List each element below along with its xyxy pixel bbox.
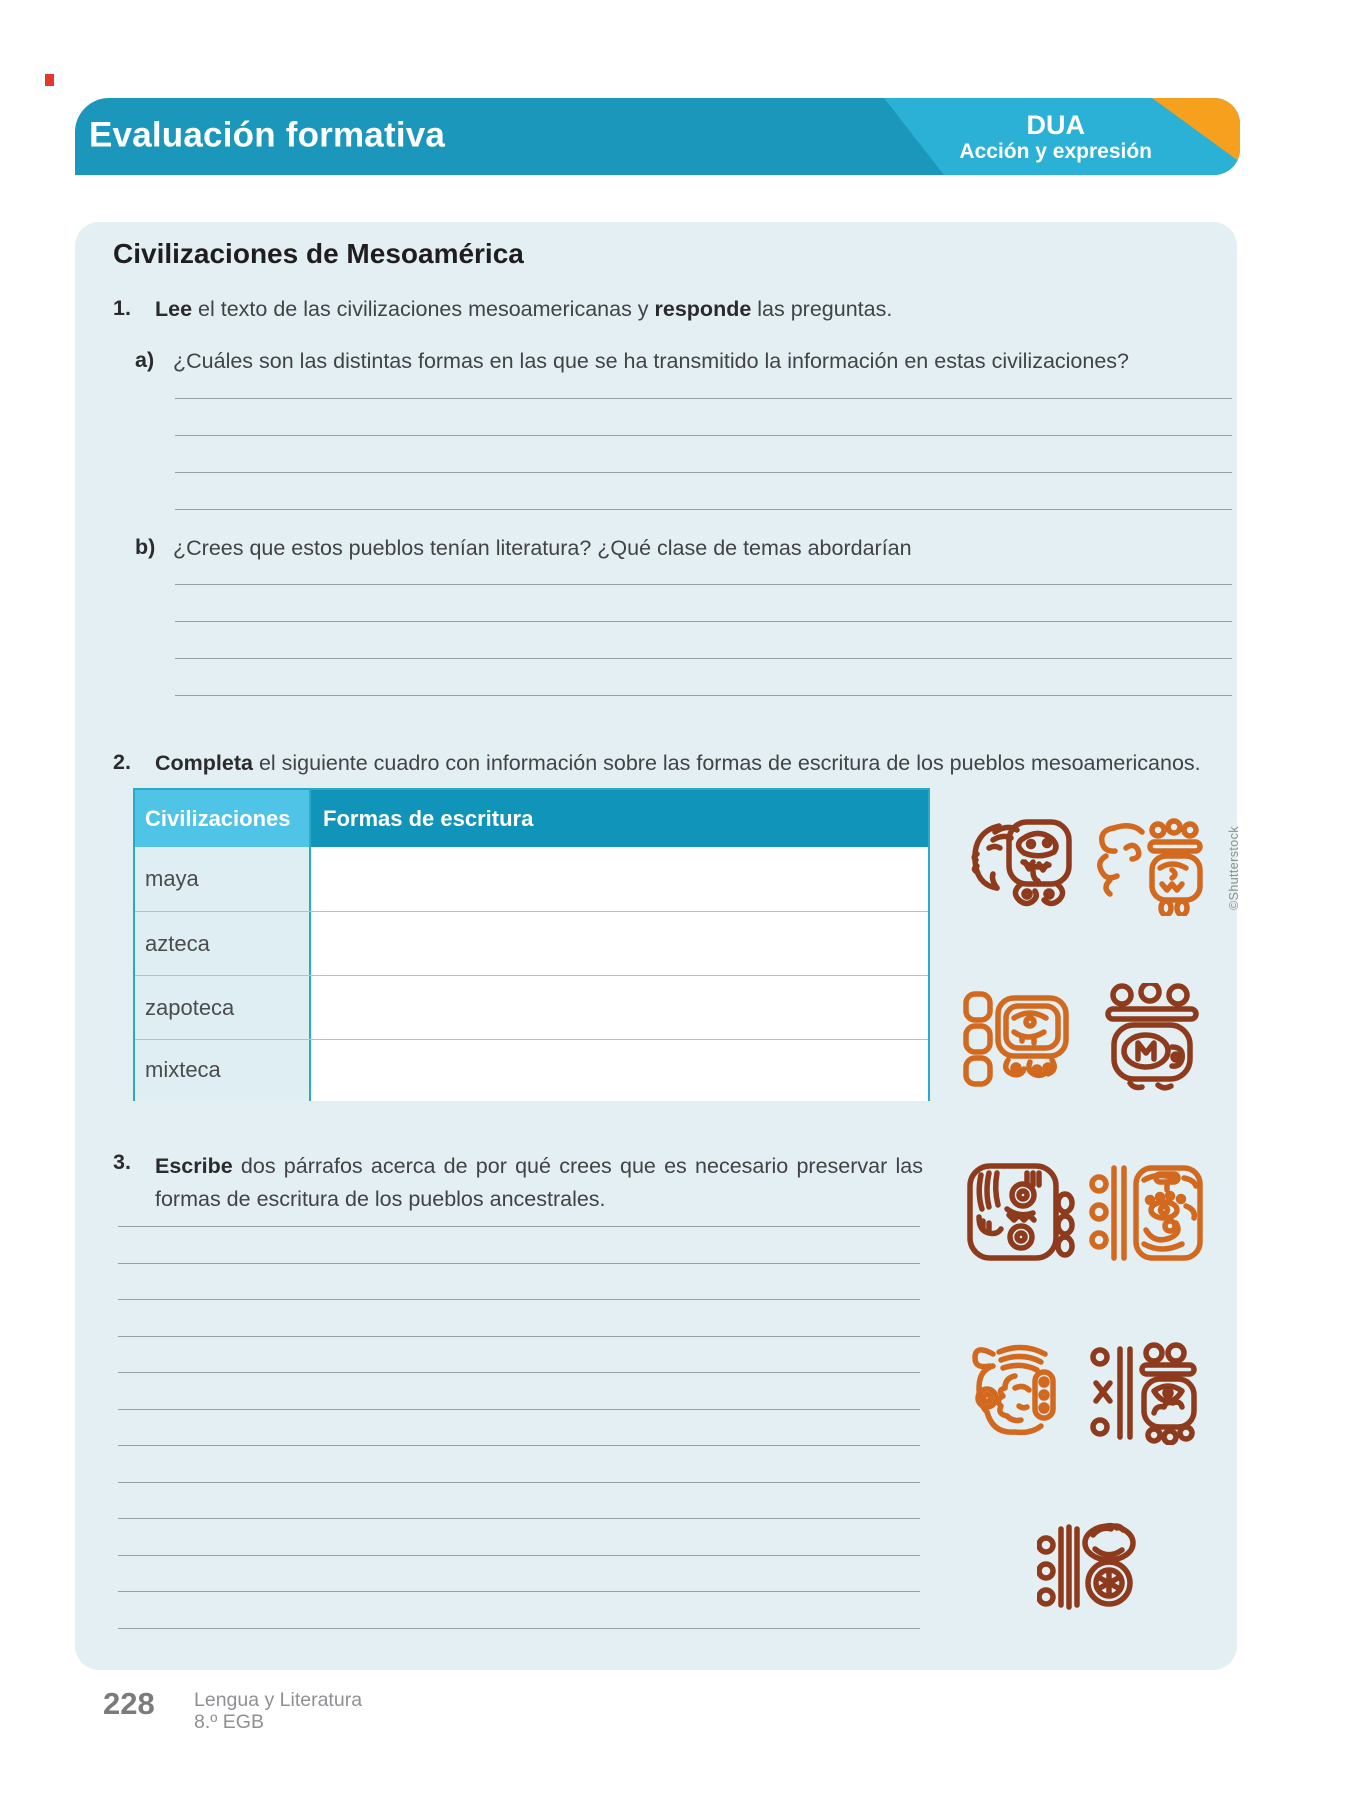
item2-verb: Completa: [155, 751, 253, 775]
page-number: 228: [103, 1686, 155, 1721]
row-label-mixteca: mixteca: [135, 1040, 311, 1101]
item3-instruction: Escribe dos párrafos acerca de por qué crees que es necesario preservar las formas de escritura de los pueblos ancestrales.: [155, 1154, 923, 1211]
table-row: [135, 1039, 928, 1101]
table-input-cell[interactable]: [311, 1040, 928, 1101]
maya-glyph-profile-head: [963, 1340, 1078, 1445]
item1-verb2: responde: [654, 297, 752, 321]
table-row: [135, 847, 928, 911]
answer-line[interactable]: [118, 1336, 920, 1337]
dua-badge: [959, 110, 1152, 164]
answer-line[interactable]: [118, 1299, 920, 1300]
activity-card: [75, 222, 1241, 1670]
item1-number: 1.: [113, 296, 131, 320]
table-row: [135, 911, 928, 975]
answer-line[interactable]: [175, 435, 1232, 436]
answer-line[interactable]: [118, 1372, 920, 1373]
item3-number: 3.: [113, 1150, 131, 1174]
answer-line[interactable]: [118, 1555, 920, 1556]
answer-line[interactable]: [118, 1518, 920, 1519]
writing-forms-table: [133, 788, 930, 1101]
answer-line[interactable]: [175, 398, 1232, 399]
item1-instruction: Lee el texto de las civilizaciones mesoamericanas y responde las preguntas.: [155, 297, 893, 321]
answer-line[interactable]: [118, 1628, 920, 1629]
q1a-label: a): [135, 348, 155, 372]
table-header-row: [135, 790, 928, 847]
maya-glyph-curl-cartouche: [1088, 818, 1206, 916]
item1-verb: Lee: [155, 297, 193, 321]
answer-line[interactable]: [118, 1482, 920, 1483]
image-credit: ©Shutterstock: [1227, 826, 1241, 910]
item3-verb: Escribe: [155, 1154, 233, 1178]
table-header-formas: Formas de escritura: [311, 790, 928, 847]
table-header-civilizaciones: Civilizaciones: [135, 790, 311, 847]
maya-glyph-bars-pinwheel: [1037, 1515, 1141, 1616]
table-input-cell[interactable]: [311, 847, 928, 911]
activity-title: Civilizaciones de Mesoamérica: [113, 238, 524, 269]
dua-label: DUA: [1026, 109, 1085, 140]
table-input-cell[interactable]: [311, 976, 928, 1039]
maya-glyph-circles-bar: [1100, 983, 1204, 1091]
answer-line[interactable]: [175, 695, 1232, 696]
maya-glyph-bars-moon: [1090, 1341, 1198, 1445]
item2-number: 2.: [113, 750, 131, 774]
answer-line[interactable]: [118, 1591, 920, 1592]
footer-course-name: Lengua y Literatura: [194, 1689, 363, 1711]
answer-line[interactable]: [175, 621, 1232, 622]
banner-title: Evaluación formativa: [89, 114, 446, 154]
print-accent-mark: [45, 74, 54, 86]
answer-line[interactable]: [118, 1263, 920, 1264]
row-label-zapoteca: zapoteca: [135, 976, 311, 1039]
maya-glyph-stacked-cartouche: [960, 986, 1072, 1091]
q1b-question: ¿Crees que estos pueblos tenían literatura? ¿Qué clase de temas abordarían: [173, 536, 912, 560]
maya-glyph-jaguar: [965, 1161, 1075, 1266]
answer-line[interactable]: [118, 1445, 920, 1446]
answer-line[interactable]: [175, 509, 1232, 510]
q1b-label: b): [135, 535, 156, 559]
answer-line[interactable]: [175, 472, 1232, 473]
footer-course-info: [194, 1689, 362, 1733]
maya-glyph-face-animal: [965, 816, 1077, 916]
row-label-maya: maya: [135, 847, 311, 911]
header-banner: [75, 98, 1240, 175]
footer-grade: 8.º EGB: [194, 1711, 264, 1733]
q1a-question: ¿Cuáles son las distintas formas en las que se ha transmitido la información en estas civilizaciones?: [173, 349, 1130, 373]
table-input-cell[interactable]: [311, 912, 928, 975]
maya-glyph-bars-eye: [1088, 1160, 1206, 1266]
item2-instruction: Completa el siguiente cuadro con información sobre las formas de escritura de los pueblos mesoamericanos.: [155, 751, 1201, 775]
answer-line[interactable]: [118, 1409, 920, 1410]
dua-sublabel: Acción y expresión: [959, 139, 1152, 163]
answer-line[interactable]: [118, 1226, 920, 1227]
table-row: [135, 975, 928, 1039]
answer-line[interactable]: [175, 658, 1232, 659]
row-label-azteca: azteca: [135, 912, 311, 975]
answer-line[interactable]: [175, 584, 1232, 585]
